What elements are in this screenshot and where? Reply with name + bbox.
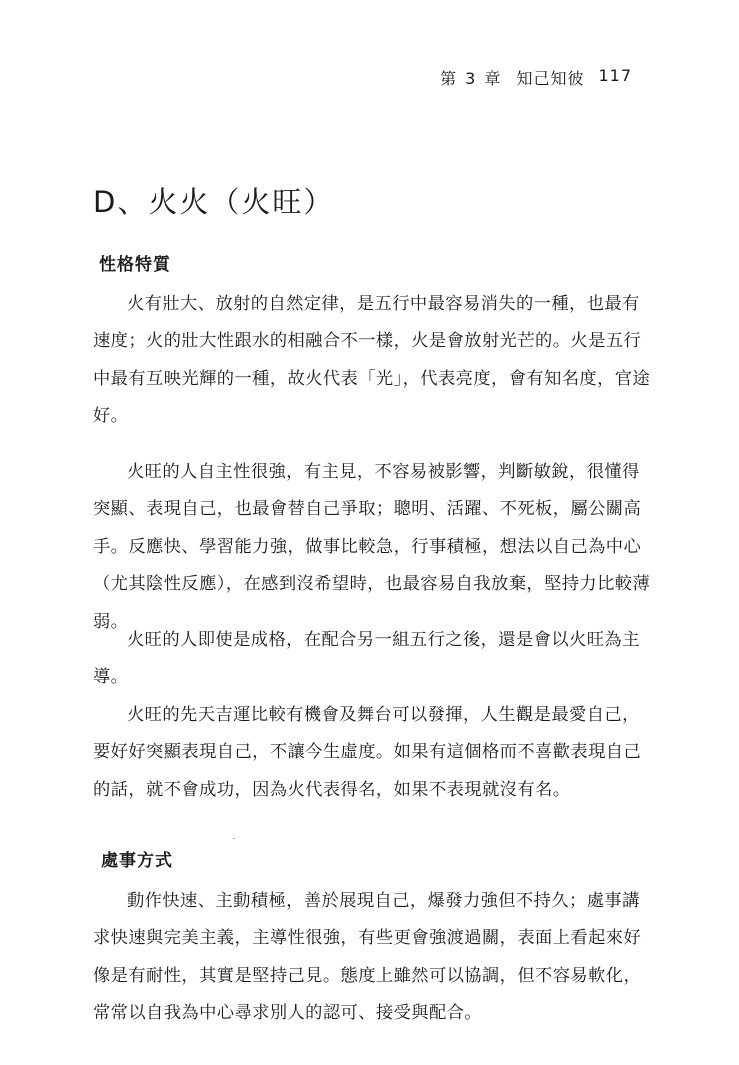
section-title: D、火火（火旺）: [93, 185, 335, 219]
personality-paragraph-4: 火旺的先天吉運比較有機會及舞台可以發揮，人生觀是最愛自己，要好好突顯表現自己，不讓今生虛度。如果有這個格而不喜歡表現自己的話，就不會成功，因為火代表得名，如果不表現就沒有名。: [93, 705, 642, 800]
page-number: 117: [598, 66, 632, 85]
chapter-title: 知己知彼: [516, 69, 585, 88]
conduct-paragraph-1: 動作快速、主動積極，善於展現自己，爆發力強但不持久；處事講求快速與完美主義，主導性很強，有些更會強渡過關，表面上看起來好像是有耐性，其實是堅持己見。態度上雖然可以協調，但不容易軟化，常常以自我為中心尋求別人的認可、接受與配合。: [93, 891, 642, 1024]
running-header: [440, 66, 632, 89]
conduct-heading: 處事方式: [101, 851, 173, 871]
personality-heading: 性格特質: [99, 255, 171, 275]
personality-paragraph-1: 火有壯大、放射的自然定律，是五行中最容易消失的一種，也最有速度；火的壯大性跟水的相融合不一樣，火是會放射光芒的。火是五行中最有互映光輝的一種，故火代表「光」，代表亮度，會有知名度，官途好。: [93, 294, 651, 427]
personality-paragraph-2: 火旺的人自主性很強，有主見，不容易被影響，判斷敏銳，很懂得突顯、表現自己，也最會替自己爭取；聰明、活躍、不死板，屬公關高手。反應快、學習能力強，做事比較急，行事積極，想法以自己為中心（尤其陰性反應），在感到沒希望時，也最容易自我放棄，堅持力比較薄弱。: [93, 462, 651, 632]
chapter-number: 第 3 章: [440, 69, 503, 88]
print-speck: [233, 838, 235, 839]
personality-paragraph-3: 火旺的人即使是成格，在配合另一組五行之後，還是會以火旺為主導。: [93, 630, 640, 688]
